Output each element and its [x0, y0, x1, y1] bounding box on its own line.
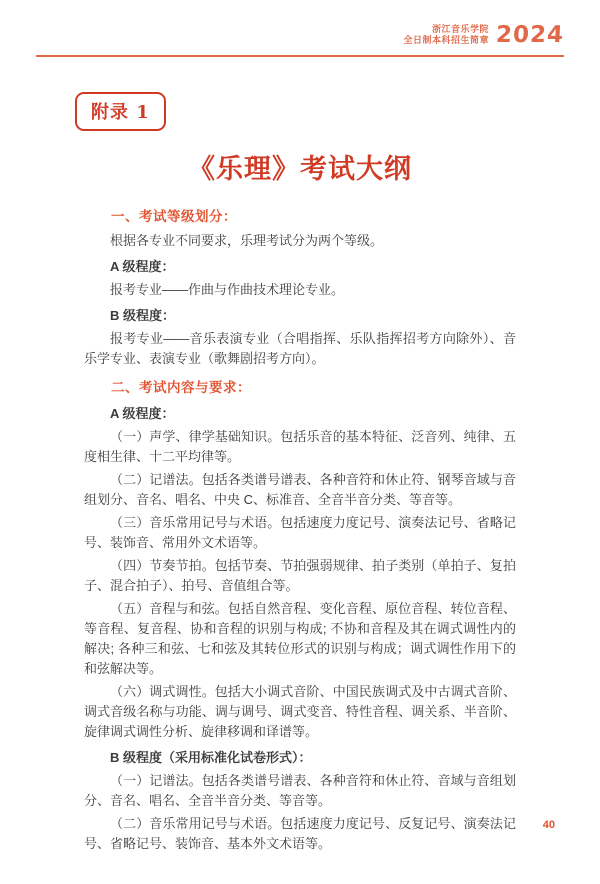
grade-label: A 级程度： — [110, 406, 175, 421]
grade-label: B 级程度（采用标准化试卷形式）： — [110, 750, 312, 765]
section-heading: 一、考试等级划分： — [111, 209, 237, 224]
content-area — [84, 198, 516, 857]
content-paragraph: （一）记谱法。包括各类谱号谱表、各种音符和休止符、音域与音组划分、音名、唱名、全音半音分类、等音等。 — [84, 773, 516, 808]
content-paragraph: （四）节奏节拍。包括节奏、节拍强弱规律、拍子类别（单拍子、复拍子、混合拍子）、拍号、音值组合等。 — [84, 558, 516, 593]
content-paragraph: 报考专业——作曲与作曲技术理论专业。 — [110, 282, 345, 297]
content-paragraph: （五）音程与和弦。包括自然音程、变化音程、原位音程、转位音程、等音程、复音程、协和音程的识别与构成; 不协和音程及其在调式调性内的解决; 各种三和弦、七和弦及其转位形式的识别与构成；调式调性作用下的和弦解决等。 — [84, 601, 516, 676]
section-heading: 二、考试内容与要求： — [111, 380, 251, 395]
page-title: 《乐理》考试大纲 — [188, 154, 412, 185]
content-paragraph: 根据各专业不同要求，乐理考试分为两个等级。 — [110, 233, 384, 248]
grade-label: A 级程度： — [110, 259, 175, 274]
content-paragraph: 报考专业——音乐表演专业（合唱指挥、乐队指挥招考方向除外）、音乐学专业、表演专业（歌舞剧招考方向）。 — [84, 331, 516, 366]
content-paragraph: （六）调式调性。包括大小调式音阶、中国民族调式及中古调式音阶、调式音级名称与功能、调与调号、调式变音、特性音程、调关系、半音阶、旋律调式调性分析、旋律移调和译谱等。 — [84, 684, 516, 739]
content-paragraph: （二）记谱法。包括各类谱号谱表、各种音符和休止符、钢琴音域与音组划分、音名、唱名、中央 C、标准音、全音半音分类、等音等。 — [84, 472, 516, 507]
content-paragraph: （二）音乐常用记号与术语。包括速度力度记号、反复记号、演奏法记号、省略记号、装饰音、基本外文术语等。 — [84, 816, 516, 851]
content-paragraph: （三）音乐常用记号与术语。包括速度力度记号、演奏法记号、省略记号、装饰音、常用外文术语等。 — [84, 515, 516, 550]
page-number: 40 — [542, 819, 555, 831]
org-name: 浙江音乐学院 — [431, 24, 489, 34]
brochure-title: 全日制本科招生简章 — [403, 35, 489, 45]
grade-label: B 级程度： — [110, 308, 176, 323]
header-org-lines — [403, 24, 489, 46]
content-paragraph: （一）声学、律学基础知识。包括乐音的基本特征、泛音列、纯律、五度相生律、十二平均律等。 — [84, 429, 516, 464]
year-label: 2024 — [495, 22, 565, 48]
header-rule — [36, 55, 564, 57]
appendix-badge: 附录 1 — [75, 92, 166, 131]
page-header — [403, 22, 564, 48]
